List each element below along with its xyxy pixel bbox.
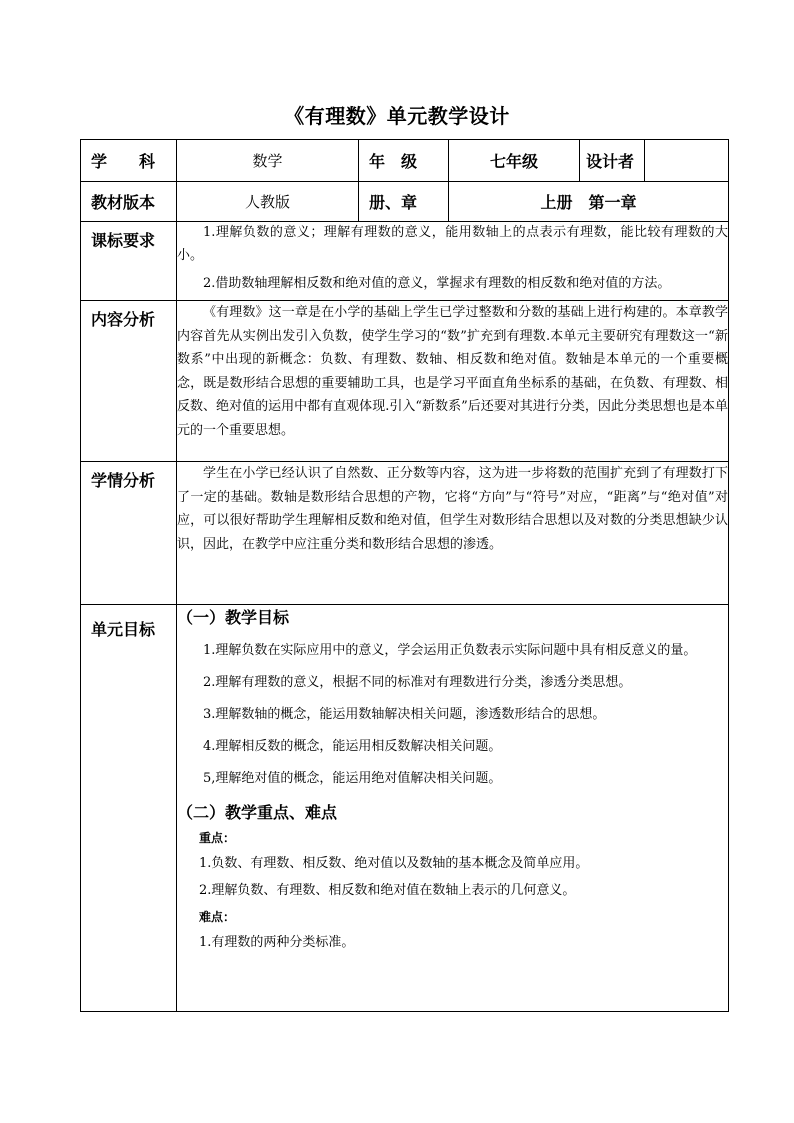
key-point-item: 1.负数、有理数、相反数、绝对值以及数轴的基本概念及简单应用。 <box>199 856 589 871</box>
textbook-label: 教材版本 <box>81 182 177 222</box>
curriculum-paragraph: 2.借助数轴理解相反数和绝对值的意义，掌握求有理数的相反数和绝对值的方法。 <box>203 276 671 291</box>
key-difficult-heading: （二）教学重点、难点 <box>177 803 338 822</box>
content-analysis-paragraph: 《有理数》这一章是在小学的基础上学生已学过整数和分数的基础上进行构建的。本章教学内容首先从实例出发引入负数，使学生学习的“数”扩充到有理数.本单元主要研究有理数这一“新数系”中出现的新概念：负数、有理数、数轴、相反数和绝对值。数轴是本单元的一个重要概念，既是数形结合思想的重要辅助工具，也是学习平面直角坐标系的基础，在负数、有理数、相反数、绝对值的运用中都有直观体现.引入“新数系”后还要对其进行分类，因此分类思想也是本单元的一个重要思想。 <box>177 305 728 438</box>
table-row <box>81 605 729 1012</box>
subject-value: 数学 <box>177 140 359 182</box>
difficulty-label: 难点： <box>199 910 236 924</box>
grade-label: 年 级 <box>359 140 449 182</box>
table-row <box>81 182 729 222</box>
key-point-item: 2.理解负数、有理数、相反数和绝对值在数轴上表示的几何意义。 <box>199 883 576 898</box>
key-points-label: 重点： <box>199 831 236 845</box>
table-row <box>81 462 729 605</box>
goal-item: 3.理解数轴的概念，能运用数轴解决相关问题，渗透数形结合的思想。 <box>203 707 606 722</box>
student-analysis-label: 学情分析 <box>81 462 177 605</box>
grade-value: 七年级 <box>449 140 580 182</box>
designer-label: 设计者 <box>580 140 645 182</box>
textbook-value: 人教版 <box>177 182 359 222</box>
student-analysis-paragraph: 学生在小学已经认识了自然数、正分数等内容，这为进一步将数的范围扩充到了有理数打下了一定的基础。数轴是数形结合思想的产物，它将“方向”与“符号”对应，“距离”与“绝对值”对应，可以很好帮助学生理解相反数和绝对值，但学生对数形结合思想以及对数的分类思想缺少认识，因此，在教学中应注重分类和数形结合思想的渗透。 <box>177 466 728 552</box>
teaching-goals-heading: （一）教学目标 <box>177 608 290 627</box>
table-row <box>81 140 729 182</box>
table-row <box>81 301 729 462</box>
goal-item: 5,理解绝对值的概念，能运用绝对值解决相关问题。 <box>203 771 502 786</box>
volume-value: 上册 第一章 <box>449 182 729 222</box>
table-row <box>81 222 729 301</box>
document-title: 《有理数》单元教学设计 <box>284 104 510 128</box>
curriculum-content <box>177 222 729 301</box>
volume-label: 册、章 <box>359 182 449 222</box>
goal-item: 1.理解负数在实际应用中的意义，学会运用正负数表示实际问题中具有相反意义的量。 <box>203 643 697 658</box>
lesson-design-table <box>80 139 729 1012</box>
goal-item: 2.理解有理数的意义，根据不同的标准对有理数进行分类，渗透分类思想。 <box>203 675 632 690</box>
subject-label: 学 科 <box>81 140 177 182</box>
goal-item: 4.理解相反数的概念，能运用相反数解决相关问题。 <box>203 739 502 754</box>
content-analysis-content <box>177 301 729 462</box>
unit-goals-label: 单元目标 <box>81 605 177 1012</box>
curriculum-label: 课标要求 <box>81 222 177 301</box>
student-analysis-content <box>177 462 729 605</box>
designer-value <box>645 140 729 182</box>
content-analysis-label: 内容分析 <box>81 301 177 462</box>
curriculum-paragraph: 1.理解负数的意义；理解有理数的意义，能用数轴上的点表示有理数，能比较有理数的大小。 <box>177 225 728 263</box>
unit-goals-content <box>177 605 729 1012</box>
difficulty-item: 1.有理数的两种分类标准。 <box>199 935 355 950</box>
